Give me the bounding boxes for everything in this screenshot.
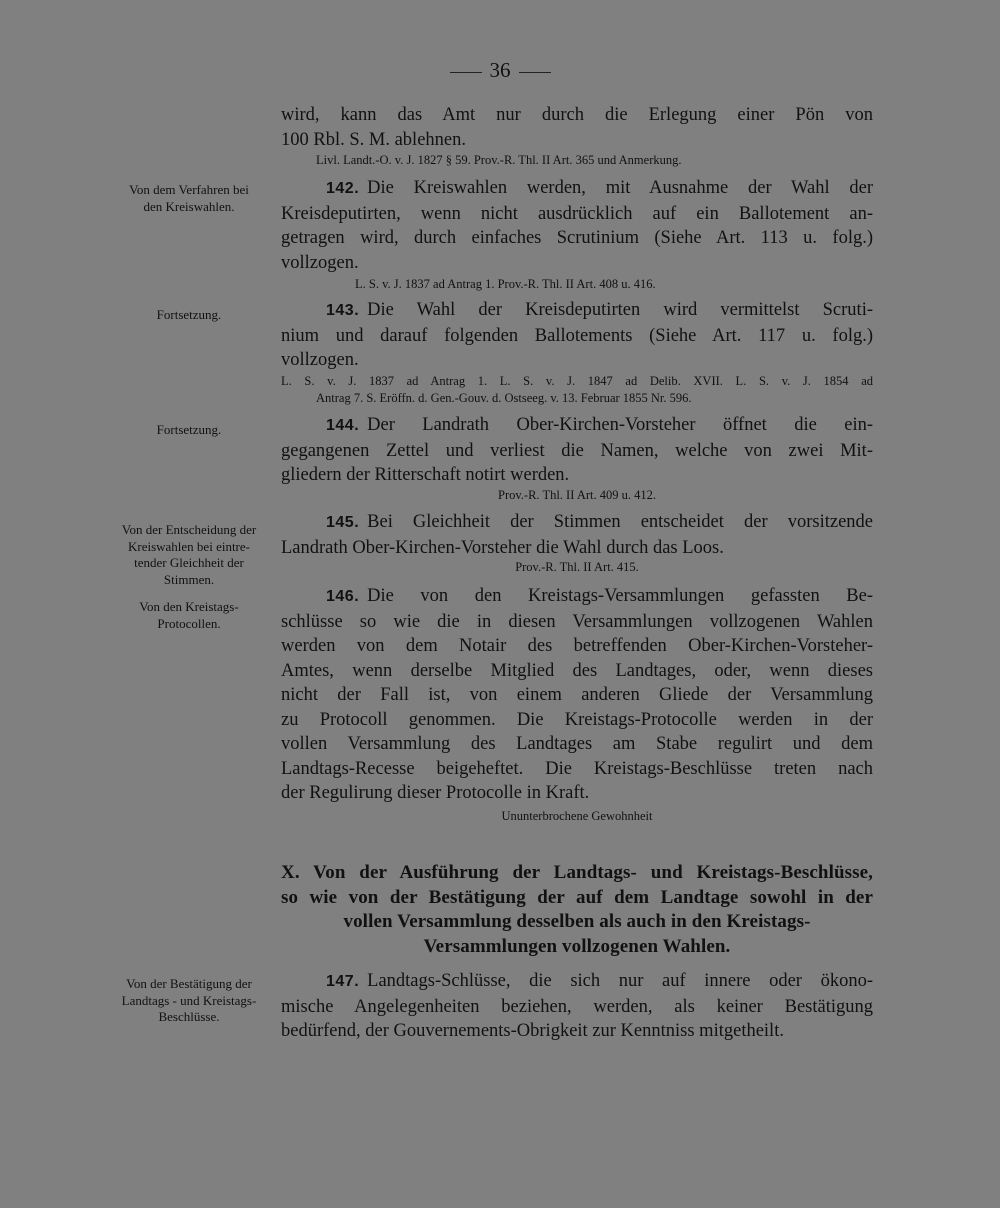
margin-note-146 (100, 599, 278, 632)
text-line: nium und darauf folgenden Ballotements (Siehe Art. 117 u. folg.) (281, 325, 873, 346)
margin-note-142 (100, 182, 278, 215)
article-146 (281, 584, 873, 806)
article-146-reference: Ununterbrochene Gewohnheit (501, 809, 653, 823)
margin-line: Fortsetzung. (156, 307, 222, 322)
article-number: 144. (326, 417, 360, 434)
text-line: Die Kreiswahlen werden, mit Ausnahme der Wahl der (367, 178, 873, 198)
text-line: Die Wahl der Kreisdeputirten wird vermittelst Scruti- (367, 300, 873, 320)
article-144 (281, 413, 873, 488)
text-line: gliedern der Ritterschaft notirt werden. (281, 465, 570, 485)
text-line: Landrath Ober-Kirchen-Vorsteher die Wahl durch das Loos. (281, 537, 724, 558)
article-145 (281, 510, 873, 560)
article-145-reference: Prov.-R. Thl. II Art. 415. (515, 560, 639, 574)
intro-paragraph (281, 103, 873, 152)
heading-line: vollen Versammlung desselben als auch in den Kreistags- (343, 911, 811, 932)
margin-note-143 (100, 307, 278, 324)
article-number: 146. (326, 588, 360, 605)
margin-line: den Kreiswahlen. (143, 198, 235, 214)
article-143 (281, 298, 873, 373)
article-143-reference-2: Antrag 7. S. Eröffn. d. Gen.-Gouv. d. Ostseeg. v. 13. Februar 1855 Nr. 596. (316, 391, 692, 405)
margin-line: Protocollen. (157, 615, 221, 631)
page-number-value: 36 (489, 58, 511, 82)
margin-line: Von dem Verfahren bei (129, 182, 249, 197)
margin-line: Von den Kreistags- (139, 599, 239, 614)
text-line: Kreisdeputirten, wenn nicht ausdrücklich auf ein Ballotement an- (281, 203, 873, 224)
margin-note-147 (100, 976, 278, 1026)
margin-line: tender Gleichheit der (134, 555, 244, 570)
text-line: vollen Versammlung des Landtages am Stabe regulirt und dem (281, 734, 873, 754)
margin-line: Beschlüsse. (158, 1009, 220, 1024)
article-144-reference: Prov.-R. Thl. II Art. 409 u. 412. (498, 488, 656, 502)
text-line: mische Angelegenheiten beziehen, werden, als keiner Bestätigung (281, 996, 873, 1017)
margin-line: Stimmen. (163, 571, 215, 587)
text-line: 100 Rbl. S. M. ablehnen. (281, 129, 466, 150)
text-line: nicht der Fall ist, von einem anderen Gliede der Versammlung (281, 685, 873, 705)
margin-note-145 (100, 522, 278, 588)
text-line: Die von den Kreistags-Versammlungen gefassten Be- (367, 586, 873, 606)
page-number-dash-left (450, 72, 482, 73)
text-line: vollzogen. (281, 252, 359, 273)
article-142 (281, 176, 873, 275)
text-line: wird, kann das Amt nur durch die Erlegung einer Pön von (281, 105, 873, 125)
article-number: 143. (326, 302, 360, 319)
text-line: getragen wird, durch einfaches Scrutinium (Siehe Art. 113 u. folg.) (281, 228, 873, 248)
margin-line: Fortsetzung. (156, 422, 222, 437)
text-line: der Regulirung dieser Protocolle in Kraft. (281, 783, 590, 803)
text-line: Bei Gleichheit der Stimmen entscheidet der vorsitzende (367, 512, 873, 532)
article-142-reference: L. S. v. J. 1837 ad Antrag 1. Prov.-R. Thl. II Art. 408 u. 416. (355, 277, 656, 291)
article-number: 147. (326, 973, 360, 990)
margin-line: Von der Entscheidung der (121, 522, 257, 537)
page-number-dash-right (519, 72, 551, 73)
page-number (0, 58, 1000, 83)
heading-line: X. Von der Ausführung der Landtags- und Kreistags-Beschlüsse, (281, 862, 873, 883)
article-147 (281, 969, 873, 1044)
text-line: zu Protocoll genommen. Die Kreistags-Protocolle werden in der (281, 709, 873, 730)
article-number: 145. (326, 514, 360, 531)
text-line: werden von dem Notair des betreffenden Ober-Kirchen-Vorsteher- (281, 636, 873, 656)
text-line: Landtags-Schlüsse, die sich nur auf innere oder ökono- (367, 971, 873, 991)
text-line: vollzogen. (281, 350, 359, 370)
article-number: 142. (326, 180, 360, 197)
heading-line: Versammlungen vollzogenen Wahlen. (423, 935, 731, 957)
text-line: bedürfend, der Gouvernements-Obrigkeit zur Kenntniss mitgetheilt. (281, 1021, 784, 1041)
text-line: Der Landrath Ober-Kirchen-Vorsteher öffnet die ein- (367, 415, 873, 435)
section-heading (281, 861, 873, 959)
margin-note-144 (100, 422, 278, 439)
text-line: schlüsse so wie die in diesen Versammlungen vollzogenen Wahlen (281, 611, 873, 632)
intro-reference: Livl. Landt.-O. v. J. 1827 § 59. Prov.-R. Thl. II Art. 365 und Anmerkung. (316, 153, 682, 167)
text-line: Amtes, wenn derselbe Mitglied des Landtages, oder, wenn dieses (281, 660, 873, 681)
text-line: Landtags-Recesse beigeheftet. Die Kreistags-Beschlüsse treten nach (281, 758, 873, 779)
text-line: gegangenen Zettel und verliest die Namen, welche von zwei Mit- (281, 440, 873, 461)
margin-line: Kreiswahlen bei eintre- (127, 538, 250, 554)
article-143-reference-1: L. S. v. J. 1837 ad Antrag 1. L. S. v. J. 1847 ad Delib. XVII. L. S. v. J. 1854 ad (281, 374, 873, 388)
heading-line: so wie von der Bestätigung der auf dem Landtage sowohl in der (281, 886, 873, 908)
margin-line: Landtags - und Kreistags- (121, 992, 257, 1008)
margin-line: Von der Bestätigung der (126, 976, 252, 991)
